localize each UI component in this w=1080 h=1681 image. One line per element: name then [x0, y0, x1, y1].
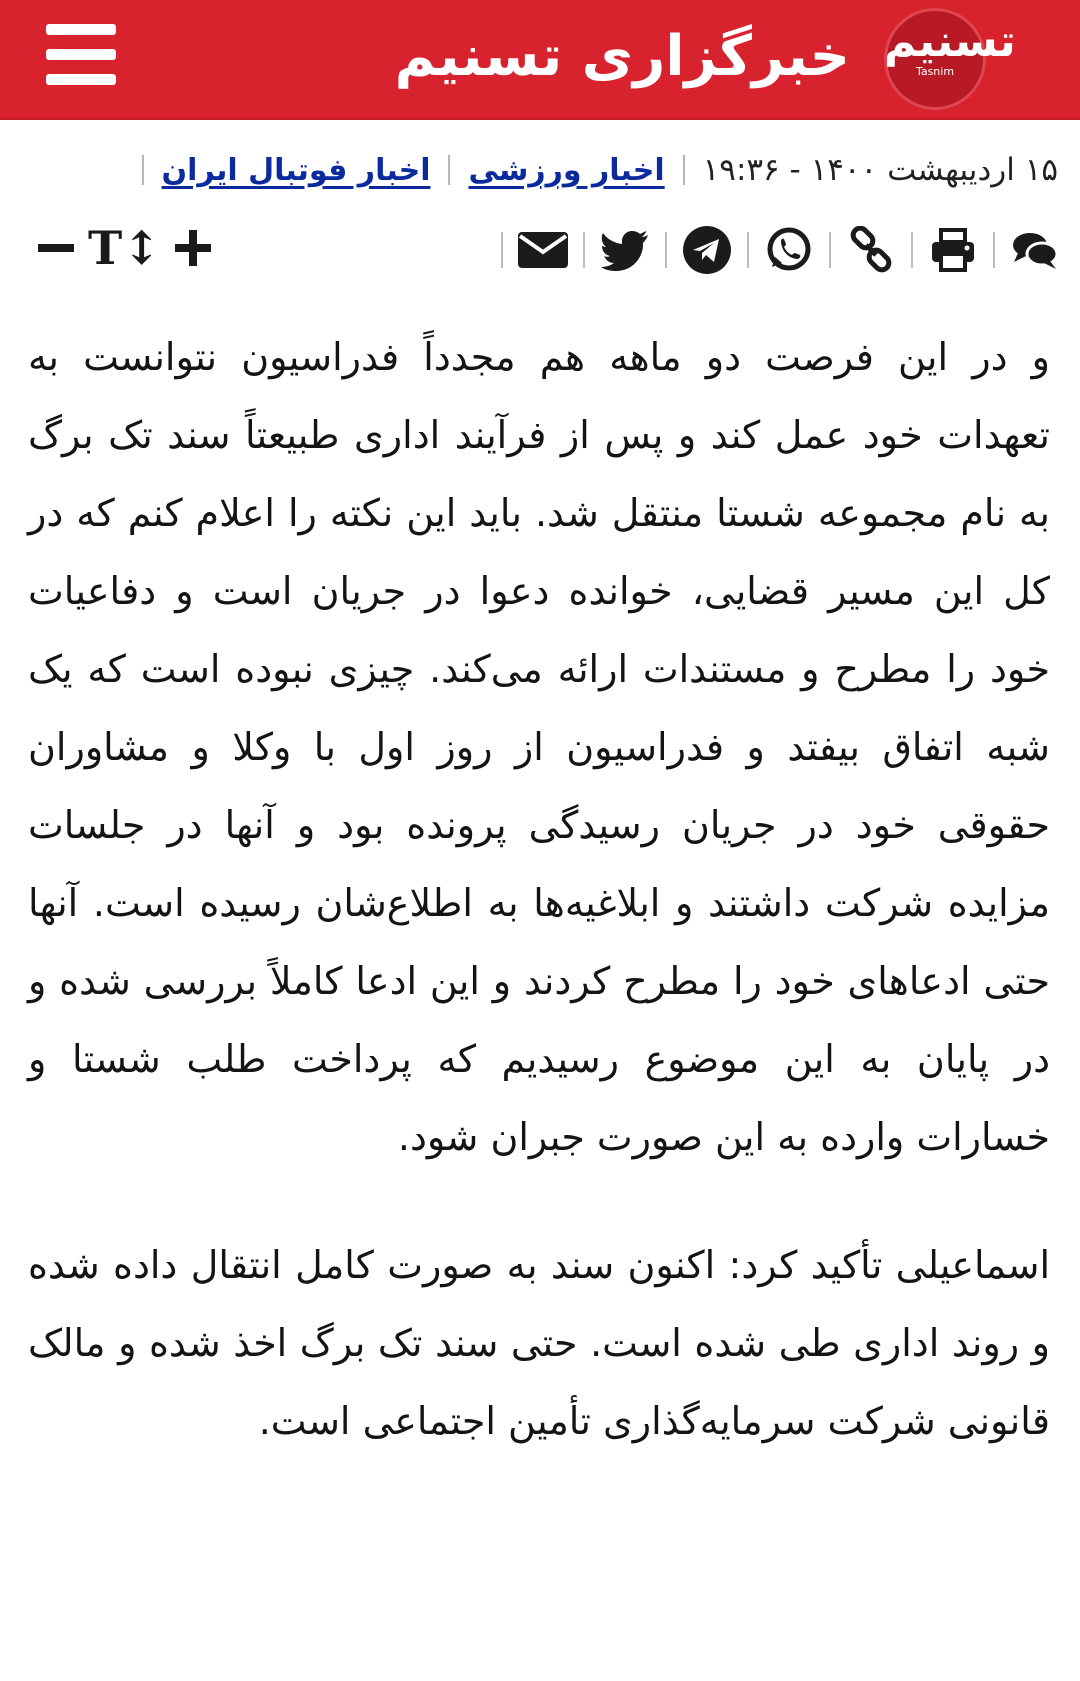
print-icon[interactable] [924, 222, 982, 278]
article-body [28, 318, 1050, 1510]
logo-subtitle: Tasnim [915, 65, 955, 78]
article-paragraph: اسماعیلی تأکید کرد: اکنون سند به صورت کامل انتقال داده شده و روند اداری طی شده است. حتی سند تک برگ اخذ شده و مالک قانونی شرکت سرمایه‌گذاری تأمین اجتماعی است. [28, 1243, 1050, 1443]
email-icon[interactable] [514, 222, 572, 278]
increase-font-icon[interactable] [173, 228, 213, 268]
category-link-sports[interactable]: اخبار ورزشی [468, 152, 665, 188]
publish-date: ۱۵ اردیبهشت ۱۴۰۰ - ۱۹:۳۶ [702, 152, 1058, 188]
font-size-controls [36, 218, 213, 278]
share-toolbar [490, 222, 1064, 278]
divider [448, 155, 450, 185]
divider [142, 155, 144, 185]
logo-glyph: تسنیم [884, 16, 1016, 67]
twitter-icon[interactable] [596, 222, 654, 278]
font-size-label: T↕ [88, 221, 161, 275]
article-paragraph: و در این فرصت دو ماهه هم مجدداً فدراسیون نتوانست به تعهدات خود عمل کند و پس از فرآیند اداری طبیعتاً سند تک برگ به نام مجموعه شستا منتقل شد. باید این نکته را اعلام کنم که در کل این مسیر قضایی، خوانده دعوا در جریان است و دفاعیات خود را مطرح و مستندات ارائه می‌کند. چیزی نبوده است که یک شبه اتفاق بیفتد و فدراسیون از روز اول با وکلا و مشاوران حقوقی خود در جریان رسیدگی پرونده بود و آنها در جلسات مزایده شرکت داشتند و ابلاغیه‌ها به اطلاع‌شان رسیده است. آنها حتی ادعاهای خود را مطرح کردند و این ادعا کاملاً بررسی شده و در پایان به این موضوع رسیدیم که پرداخت طلب شستا و خسارات وارده به این صورت جبران شود. [28, 335, 1050, 1159]
menu-line [46, 49, 116, 60]
menu-line [46, 74, 116, 85]
category-link-iran-football[interactable]: اخبار فوتبال ایران [161, 152, 431, 188]
decrease-font-icon[interactable] [36, 228, 76, 268]
header-bar [0, 0, 1080, 120]
tasnim-logo[interactable] [884, 8, 1016, 110]
divider [993, 232, 995, 268]
divider [665, 232, 667, 268]
whatsapp-icon[interactable] [760, 222, 818, 278]
menu-line [46, 24, 116, 35]
divider [911, 232, 913, 268]
article-meta [124, 148, 1058, 192]
telegram-icon[interactable] [678, 222, 736, 278]
divider [583, 232, 585, 268]
link-icon[interactable] [842, 222, 900, 278]
hamburger-menu-icon[interactable] [46, 24, 116, 86]
site-brand-title[interactable]: خبرگزاری تسنیم [394, 24, 850, 89]
divider [747, 232, 749, 268]
divider [683, 155, 685, 185]
divider [829, 232, 831, 268]
divider [501, 232, 503, 268]
comment-icon[interactable] [1006, 222, 1064, 278]
